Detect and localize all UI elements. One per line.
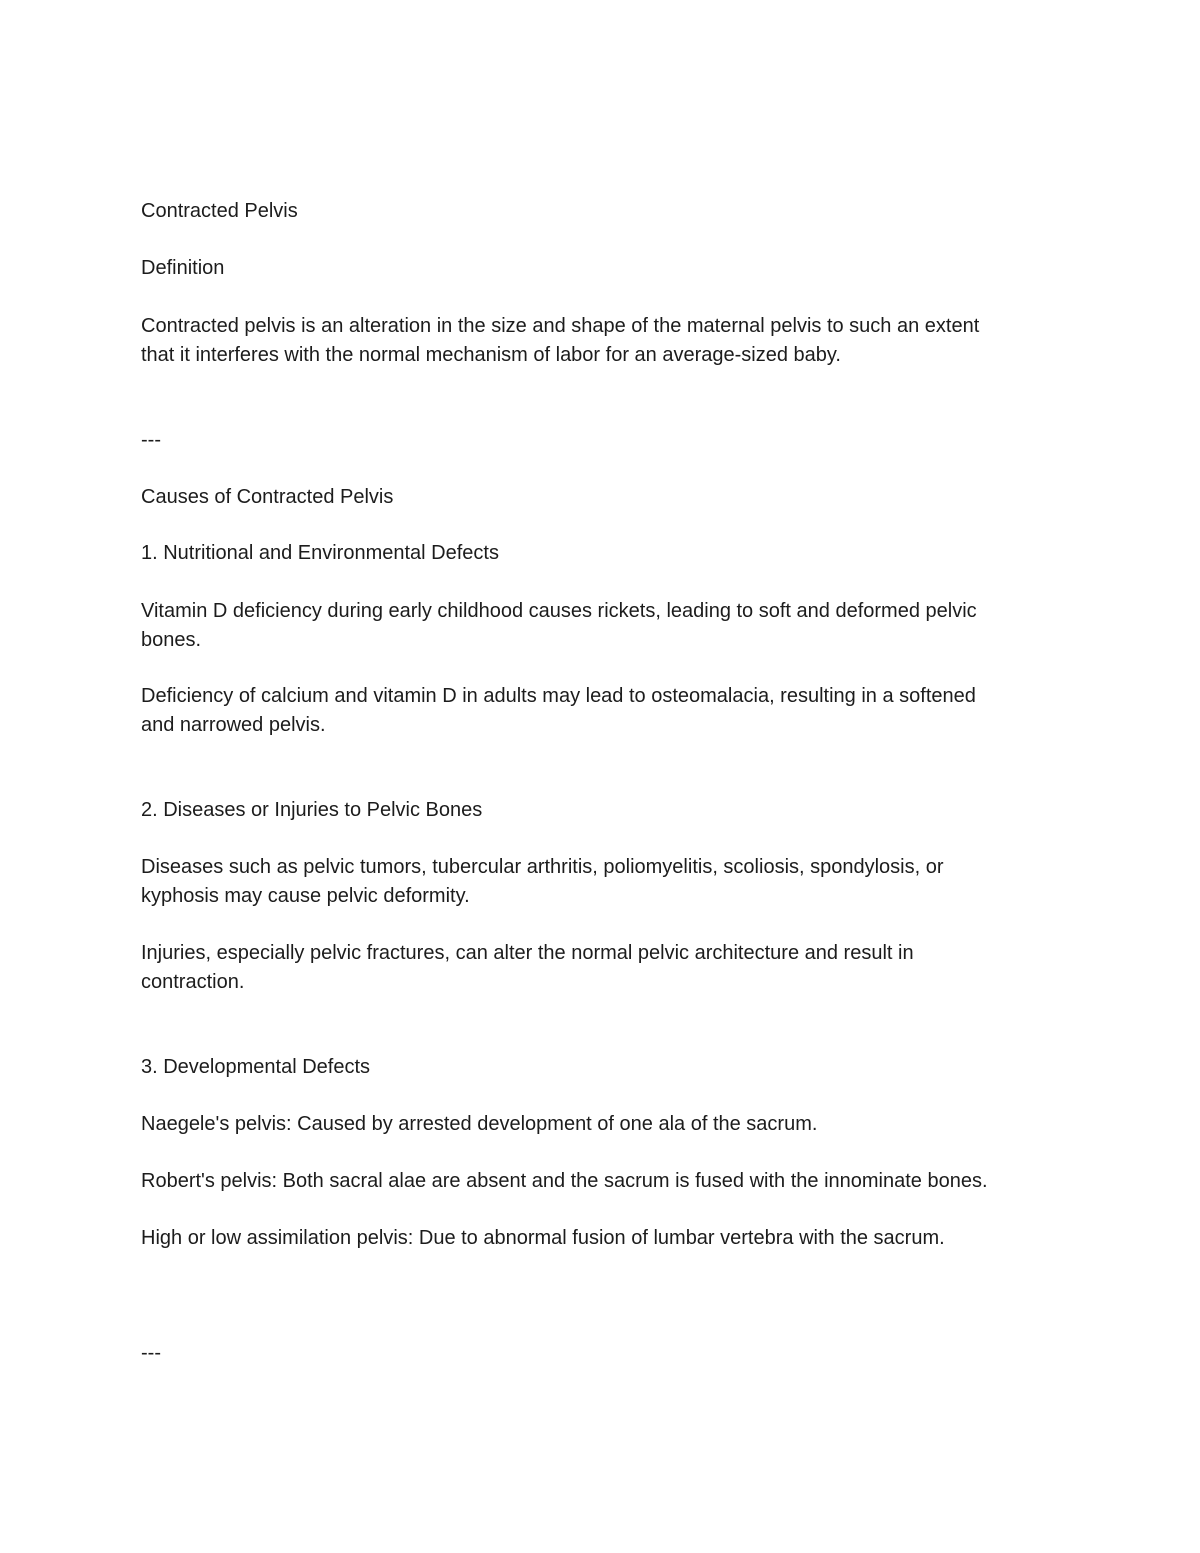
separator: --- [141, 1342, 161, 1364]
section-3-heading: 3. Developmental Defects [141, 1056, 371, 1078]
separator: --- [141, 429, 161, 451]
text-line: and narrowed pelvis. [141, 713, 326, 736]
text-line: kyphosis may cause pelvic deformity. [141, 884, 470, 907]
causes-heading: Causes of Contracted Pelvis [141, 486, 394, 508]
paragraph: Naegele's pelvis: Caused by arrested development of one ala of the sacrum. [141, 1113, 818, 1135]
paragraph: High or low assimilation pelvis: Due to abnormal fusion of lumbar vertebra with the sacrum. [141, 1227, 945, 1249]
text-line: that it interferes with the normal mechanism of labor for an average-sized baby. [141, 343, 841, 366]
definition-paragraph [141, 312, 979, 369]
text-line: Deficiency of calcium and vitamin D in adults may lead to osteomalacia, resulting in a softened [141, 685, 976, 707]
text-line: Contracted pelvis is an alteration in the size and shape of the maternal pelvis to such an extent [141, 315, 980, 337]
text-line: Diseases such as pelvic tumors, tubercular arthritis, poliomyelitis, scoliosis, spondylosis, or [141, 856, 944, 878]
paragraph: Robert's pelvis: Both sacral alae are absent and the sacrum is fused with the innominate bones. [141, 1170, 988, 1192]
text-line: bones. [141, 628, 202, 651]
paragraph [141, 939, 914, 996]
paragraph [141, 682, 976, 739]
definition-heading: Definition [141, 257, 225, 279]
paragraph [141, 853, 944, 910]
text-line: contraction. [141, 970, 245, 993]
paragraph [141, 597, 977, 654]
text-line: Vitamin D deficiency during early childhood causes rickets, leading to soft and deformed pelvic [141, 600, 977, 622]
text-line: Injuries, especially pelvic fractures, can alter the normal pelvic architecture and result in [141, 942, 914, 964]
section-1-heading: 1. Nutritional and Environmental Defects [141, 542, 499, 564]
section-2-heading: 2. Diseases or Injuries to Pelvic Bones [141, 799, 483, 821]
document-title: Contracted Pelvis [141, 200, 298, 222]
